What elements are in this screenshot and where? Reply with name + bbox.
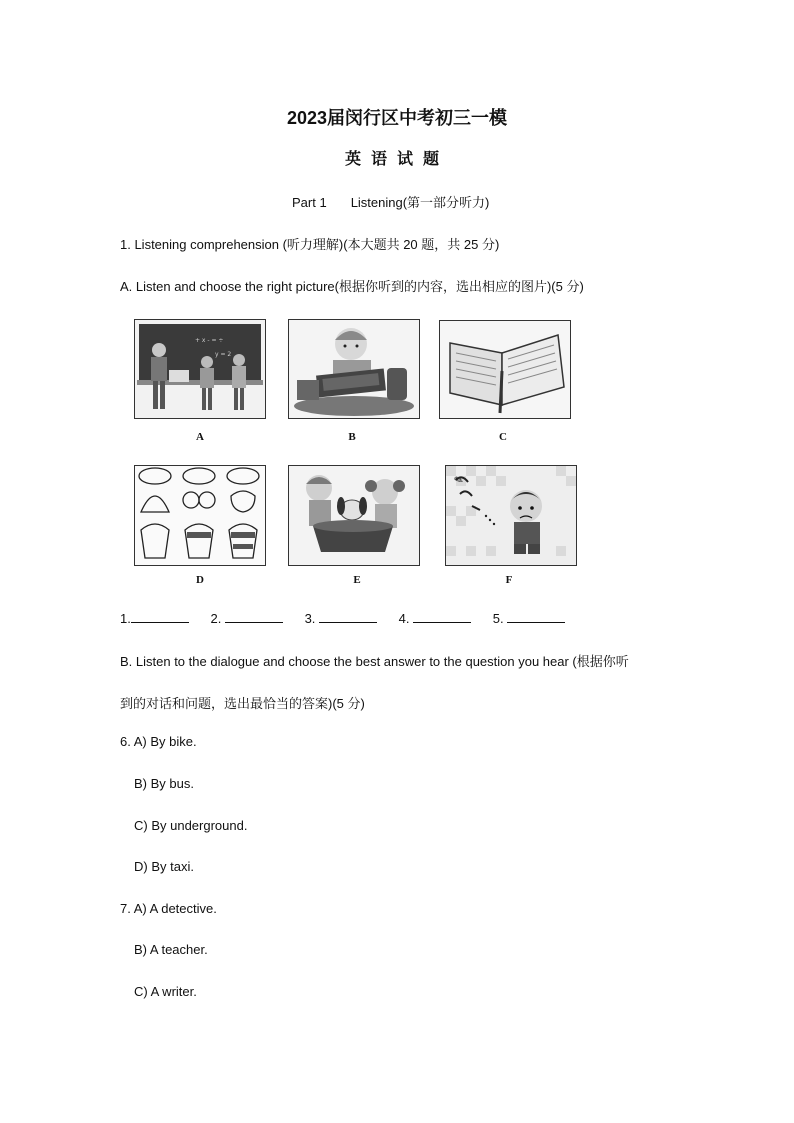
blank-label-1: 1. <box>120 611 131 626</box>
section1-heading: 1. Listening comprehension (听力理解)(本大题共 20 题，共 25 分) <box>120 237 500 252</box>
option-7c[interactable]: C) A writer. <box>134 984 197 999</box>
open-book-icon <box>440 321 570 418</box>
answer-blank-1[interactable] <box>131 610 189 623</box>
exam-subtitle: 英语试题 <box>344 151 449 168</box>
answer-blank-4[interactable] <box>413 610 471 623</box>
svg-text:✎: ✎ <box>452 472 466 488</box>
children-washing-dog-icon <box>289 466 419 565</box>
option-6d[interactable]: D) By taxi. <box>134 859 194 874</box>
blank-label-3: 3. <box>304 611 316 626</box>
picture-e <box>288 465 420 566</box>
sectionB-heading-line1: B. Listen to the dialogue and choose the best answer to the question you hear (根据你听 <box>120 654 629 669</box>
boy-reading-icon <box>289 320 419 418</box>
answer-blank-2[interactable] <box>225 610 283 623</box>
picture-label-c: C <box>499 431 507 443</box>
picture-label-a: A <box>196 431 204 443</box>
part-number: Part 1 <box>292 195 327 210</box>
question-number: 7. <box>120 901 131 916</box>
exam-title: 2023届闵行区中考初三一模 <box>286 108 508 128</box>
sad-boy-icon <box>446 466 576 565</box>
blank-label-5: 5. <box>492 611 504 626</box>
picture-label-f: F <box>505 574 513 586</box>
blank-label-4: 4. <box>398 611 410 626</box>
picture-d <box>134 465 266 566</box>
part-title: Listening(第一部分听力) <box>350 195 490 210</box>
option-7b[interactable]: B) A teacher. <box>134 942 208 957</box>
blank-label-2: 2. <box>210 611 222 626</box>
question-7 <box>120 901 217 916</box>
option-6a[interactable]: A) By bike. <box>133 734 197 749</box>
part-heading <box>292 192 489 211</box>
picture-b <box>288 319 420 419</box>
answer-blank-3[interactable] <box>319 610 377 623</box>
answer-blanks-row <box>120 610 583 626</box>
picture-f <box>445 465 577 566</box>
question-number: 6. <box>120 734 131 749</box>
question-6 <box>120 734 197 749</box>
picture-label-d: D <box>196 574 204 586</box>
svg-text:+ x - = ÷: + x - = ÷ <box>195 337 224 344</box>
option-6b[interactable]: B) By bus. <box>134 776 194 791</box>
picture-c <box>439 320 571 419</box>
option-7a[interactable]: A) A detective. <box>133 901 217 916</box>
classroom-teacher-icon <box>135 320 265 418</box>
picture-label-b: B <box>348 431 356 443</box>
sectionB-heading-line2: 到的对话和问题，选出最恰当的答案)(5 分) <box>120 696 365 711</box>
drawing-steps-icon <box>135 466 265 565</box>
svg-text:y = 2: y = 2 <box>215 351 232 358</box>
sectionA-heading: A. Listen and choose the right picture(根据你听到的内容，选出相应的图片)(5 分) <box>120 279 584 294</box>
picture-a <box>134 319 266 419</box>
option-6c[interactable]: C) By underground. <box>134 818 248 833</box>
answer-blank-5[interactable] <box>507 610 565 623</box>
picture-label-e: E <box>353 574 361 586</box>
